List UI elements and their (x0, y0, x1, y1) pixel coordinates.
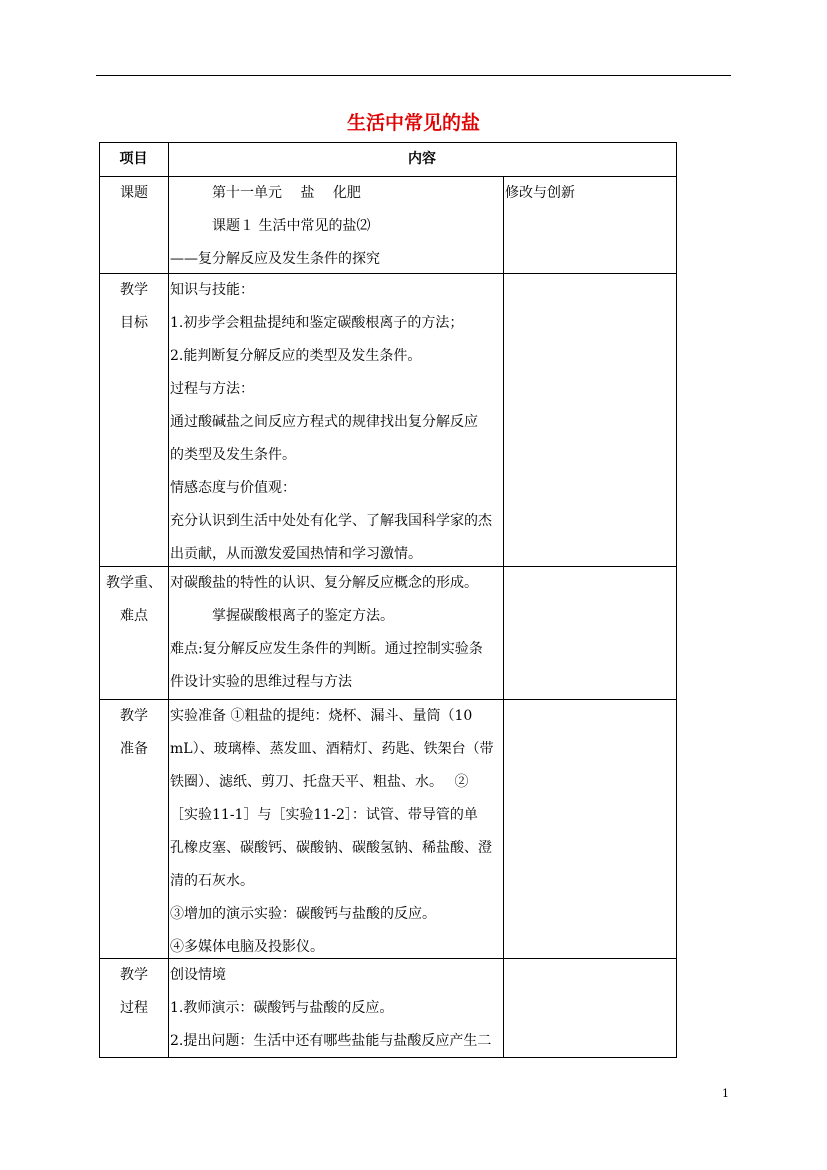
header-item: 项目 (119, 151, 148, 167)
section-label-topic: 课题 (120, 185, 148, 201)
section-label-key-points: 教学重、 难点 (106, 575, 162, 624)
header-content: 内容 (408, 151, 436, 167)
section-content-process: 创设情境 1.教师演示：碳酸钙与盐酸的反应。 2.提出问题：生活中还有哪些盐能与盐酸反应产生二 (170, 967, 492, 1049)
header-rule (96, 75, 731, 76)
section-content-key-points: 对碳酸盐的特性的认识、复分解反应概念的形成。 掌握碳酸根离子的鉴定方法。 难点:复分解反应发生条件的判断。通过控制实验条 件设计实验的思维过程与方法 (170, 575, 483, 690)
section-label-process: 教学 过程 (120, 967, 148, 1016)
page-number: 1 (722, 1087, 729, 1100)
page-title: 生活中常见的盐 (346, 112, 480, 134)
section-content-topic: 第十一单元 盐 化肥 课题１ 生活中常见的盐⑵ ——复分解反应及发生条件的探究 (170, 185, 380, 267)
section-label-preparation: 教学 准备 (120, 708, 148, 757)
section-content-objectives: 知识与技能： 1.初步学会粗盐提纯和鉴定碳酸根离子的方法； 2.能判断复分解反应的类型及发生条件。 过程与方法： 通过酸碱盐之间反应方程式的规律找出复分解反应 的类型及发生条件。 情感态度与价值观： 充分认识到生活中处处有化学、了解我国科学家的杰 出贡献，从而激发爱国热情和学习激情。 (170, 282, 492, 562)
revision-column-label: 修改与创新 (505, 185, 575, 201)
section-content-preparation: 实验准备 ①粗盐的提纯：烧杯、漏斗、量筒（10 mL）、玻璃棒、蒸发皿、酒精灯、药匙、铁架台（带 铁圈）、滤纸、剪刀、托盘天平、粗盐、水。 ② ［实验11-1］与［实验11-2］：试管、带导管的单 孔橡皮塞、碳酸钙、碳酸钠、碳酸氢钠、稀盐酸、澄 清的石灰水。 ③增加的演示实验：碳酸钙与盐酸的反应。 ④多媒体电脑及投影仪。 (170, 708, 494, 955)
section-label-objectives: 教学 目标 (120, 282, 148, 331)
